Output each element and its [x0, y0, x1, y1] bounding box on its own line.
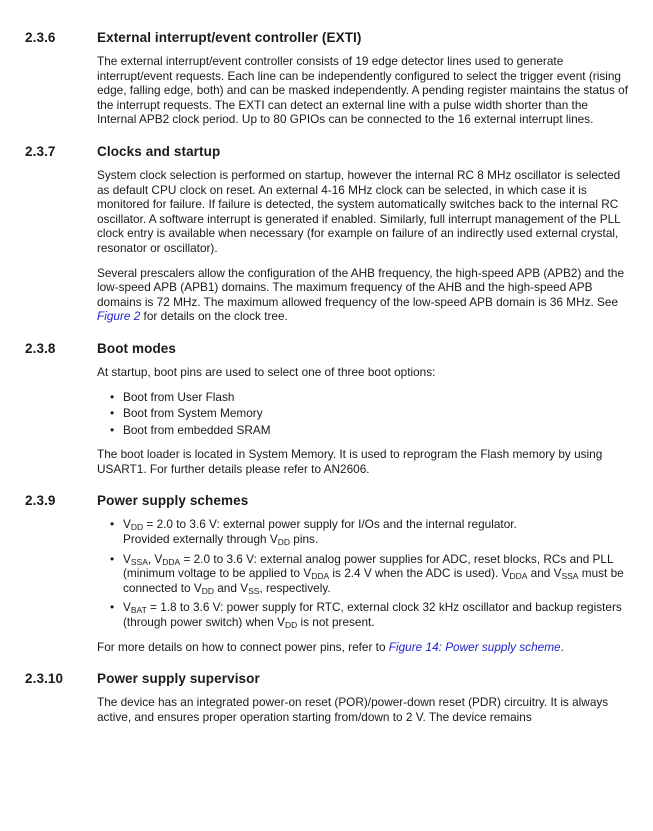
boot-options-list	[97, 390, 629, 438]
list-item-text: Boot from User Flash	[123, 389, 235, 404]
list-item	[97, 517, 629, 546]
bullet-icon: •	[110, 600, 115, 615]
list-item-text: $V_{SSA}$, $V_{DDA} = 2.0$ to 3.6 V: external analog power supplies for ADC, reset blocks, RCs and PLL (minimum voltage to be applied to $V_{DDA}$ is 2.4 V when the ADC is used). $V_{DDA}$ and $V_{SSA}$ must be connected to $V_{DD}$ and $V_{SS}$, respectively.	[123, 551, 624, 596]
section-body	[97, 365, 629, 477]
paragraph: The external interrupt/event controller consists of 19 edge detector lines used to generate interrupt/event requests. Each line can be independently configured to select the trigger event (rising edge, falling edge, both) and can be masked independently. A pending register maintains the status of the interrupt requests. The EXTI can detect an external line with a pulse width shorter than the Internal APB2 clock period. Up to 80 GPIOs can be connected to the 16 external interrupt lines.	[97, 54, 629, 127]
section-number: 2.3.9	[25, 493, 56, 509]
section-heading	[25, 341, 629, 356]
section-heading	[25, 144, 629, 159]
section-heading	[25, 493, 629, 508]
section-number: 2.3.8	[25, 340, 56, 356]
bullet-icon: •	[110, 422, 115, 437]
section-body	[97, 695, 629, 724]
paragraph: System clock selection is performed on startup, however the internal RC 8 MHz oscillator is selected as default CPU clock on reset. An external 4-16 MHz clock can be selected, in which case it is monitored for failure. If failure is detected, the system automatically switches back to the internal RC oscillator. A software interrupt is generated if enabled. Similarly, full interrupt management of the PLL clock entry is available when necessary (for example on failure of an indirectly used external crystal, resonator or oscillator).	[97, 167, 621, 255]
paragraph-text: .	[560, 639, 564, 654]
paragraph-text: For more details on how to connect power pins, refer to	[97, 639, 389, 654]
section-clocks	[25, 144, 629, 324]
section-number: 2.3.10	[25, 671, 64, 687]
list-item	[97, 390, 629, 405]
bullet-icon: •	[110, 389, 115, 404]
section-number: 2.3.6	[25, 30, 56, 45]
list-item	[97, 600, 629, 629]
paragraph	[97, 266, 629, 324]
bullet-icon: •	[110, 517, 115, 532]
section-power-supervisor	[25, 671, 629, 724]
list-item-text: Boot from embedded SRAM	[123, 422, 271, 437]
bullet-icon: •	[110, 406, 115, 421]
paragraph-text: for details on the clock tree.	[140, 309, 288, 324]
paragraph: At startup, boot pins are used to select one of three boot options:	[97, 364, 436, 379]
figure-2-link[interactable]: Figure 2	[97, 309, 141, 324]
section-title: Clocks and startup	[97, 143, 221, 159]
power-supplies-list	[97, 517, 629, 629]
section-title: Boot modes	[97, 340, 177, 356]
section-number: 2.3.7	[25, 143, 56, 159]
list-item	[97, 552, 629, 596]
paragraph-text: Several prescalers allow the configuration of the AHB frequency, the high-speed APB (APB2) and the low-speed APB (APB1) domains. The maximum frequency of the AHB and the high-speed APB domains is 72 MHz. The maximum allowed frequency of the low-speed APB domain is 36 MHz. See	[97, 265, 625, 309]
list-item	[97, 406, 629, 421]
section-heading	[25, 671, 629, 686]
section-body	[97, 54, 629, 127]
paragraph: The device has an integrated power-on reset (POR)/power-down reset (PDR) circuitry. It is always active, and ensures proper operation starting from/down to 2 V. The device remains	[97, 695, 609, 724]
section-exti	[25, 30, 629, 127]
list-item	[97, 423, 629, 438]
section-boot-modes	[25, 341, 629, 477]
section-heading	[25, 30, 629, 45]
list-item-text: $V_{BAT} = 1.8$ to 3.6 V: power supply for RTC, external clock 32 kHz oscillator and backup registers (through power switch) when $V_{DD}$ is not present.	[123, 600, 622, 631]
section-title: Power supply supervisor	[97, 671, 260, 687]
section-body	[97, 517, 629, 654]
paragraph	[97, 640, 629, 655]
bullet-icon: •	[110, 551, 115, 566]
figure-14-link[interactable]: Figure 14: Power supply scheme	[388, 639, 561, 654]
section-power-schemes	[25, 493, 629, 654]
list-item-text: Boot from System Memory	[123, 406, 263, 421]
section-title: External interrupt/event controller (EXTI)	[97, 30, 362, 45]
section-body	[97, 168, 629, 324]
list-item-text: $V_{DD} = 2.0$ to 3.6 V: external power supply for I/Os and the internal regulator. Provided externally through $V_{DD}$ pins.	[123, 517, 517, 548]
section-title: Power supply schemes	[97, 493, 249, 509]
paragraph: The boot loader is located in System Memory. It is used to reprogram the Flash memory by using USART1. For further details please refer to AN2606.	[97, 447, 603, 476]
